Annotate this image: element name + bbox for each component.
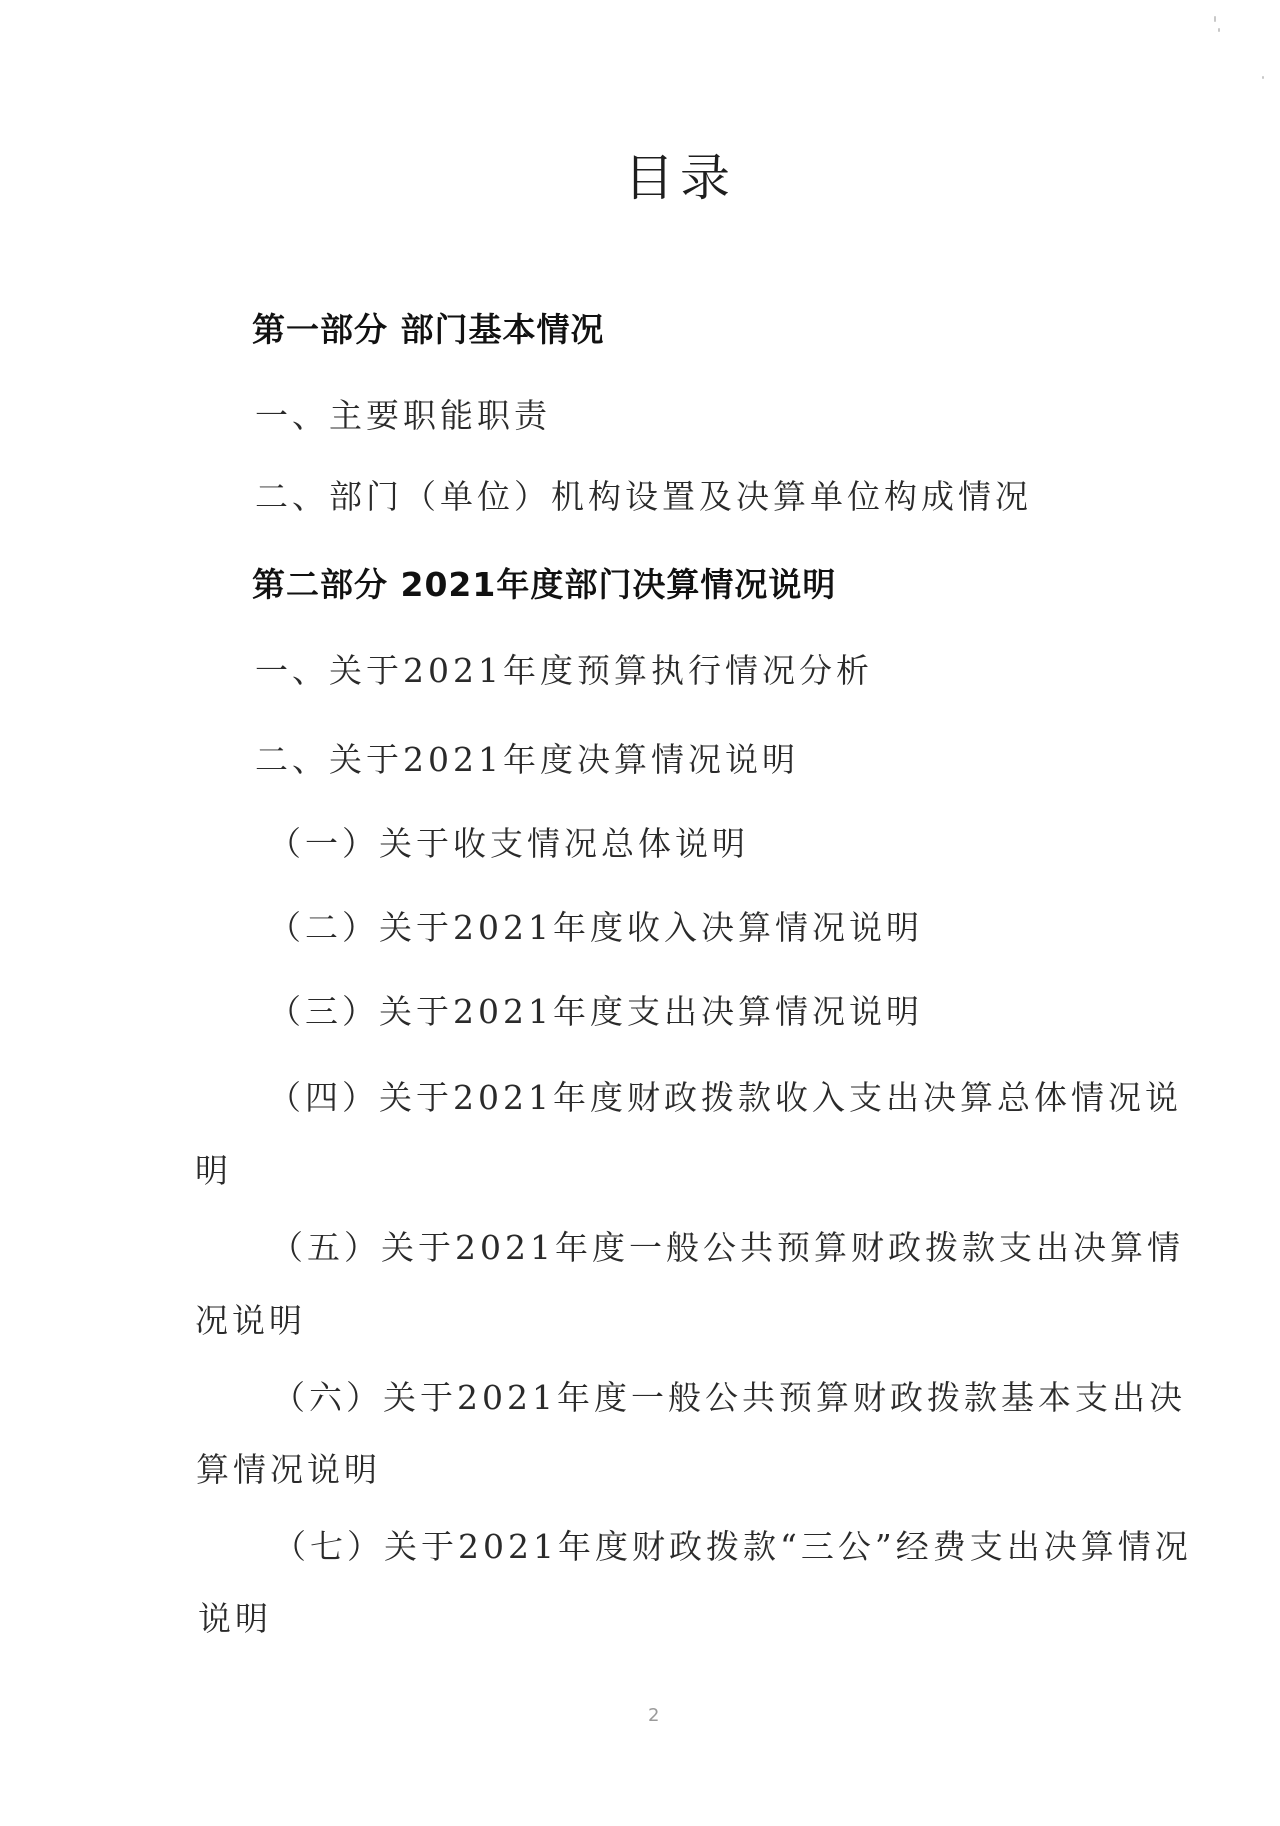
toc-subitem-6: （六）关于2021年度一般公共预算财政拨款基本支出决	[272, 1378, 1186, 1417]
scan-speck	[1218, 28, 1220, 32]
toc-subitem-7: （七）关于2021年度财政拨款“三公”经费支出决算情况	[273, 1527, 1192, 1566]
page-number: 2	[648, 1705, 660, 1726]
toc-subitem-7-cont: 说明	[198, 1599, 272, 1638]
scan-speck	[1262, 76, 1264, 79]
toc-subitem-4: （四）关于2021年度财政拨款收入支出决算总体情况说	[268, 1078, 1182, 1117]
toc-subitem-4-cont: 明	[195, 1151, 232, 1190]
toc-item-functions: 一、主要职能职责	[255, 396, 551, 435]
toc-subitem-1: （一）关于收支情况总体说明	[268, 824, 749, 863]
toc-subitem-5: （五）关于2021年度一般公共预算财政拨款支出决算情	[270, 1228, 1184, 1267]
toc-subitem-3: （三）关于2021年度支出决算情况说明	[268, 992, 923, 1031]
toc-item-final-accounts: 二、关于2021年度决算情况说明	[255, 740, 799, 779]
toc-subitem-5-cont: 况说明	[195, 1301, 306, 1340]
toc-subitem-2: （二）关于2021年度收入决算情况说明	[268, 908, 923, 947]
toc-item-organization: 二、部门（单位）机构设置及决算单位构成情况	[255, 477, 1032, 516]
part1-heading: 第一部分 部门基本情况	[252, 310, 605, 349]
toc-subitem-6-cont: 算情况说明	[196, 1450, 381, 1489]
toc-item-budget-execution: 一、关于2021年度预算执行情况分析	[255, 651, 873, 690]
scan-speck	[1214, 16, 1216, 22]
page-title: 目录	[624, 149, 736, 207]
part2-heading: 第二部分 2021年度部门决算情况说明	[252, 565, 837, 604]
